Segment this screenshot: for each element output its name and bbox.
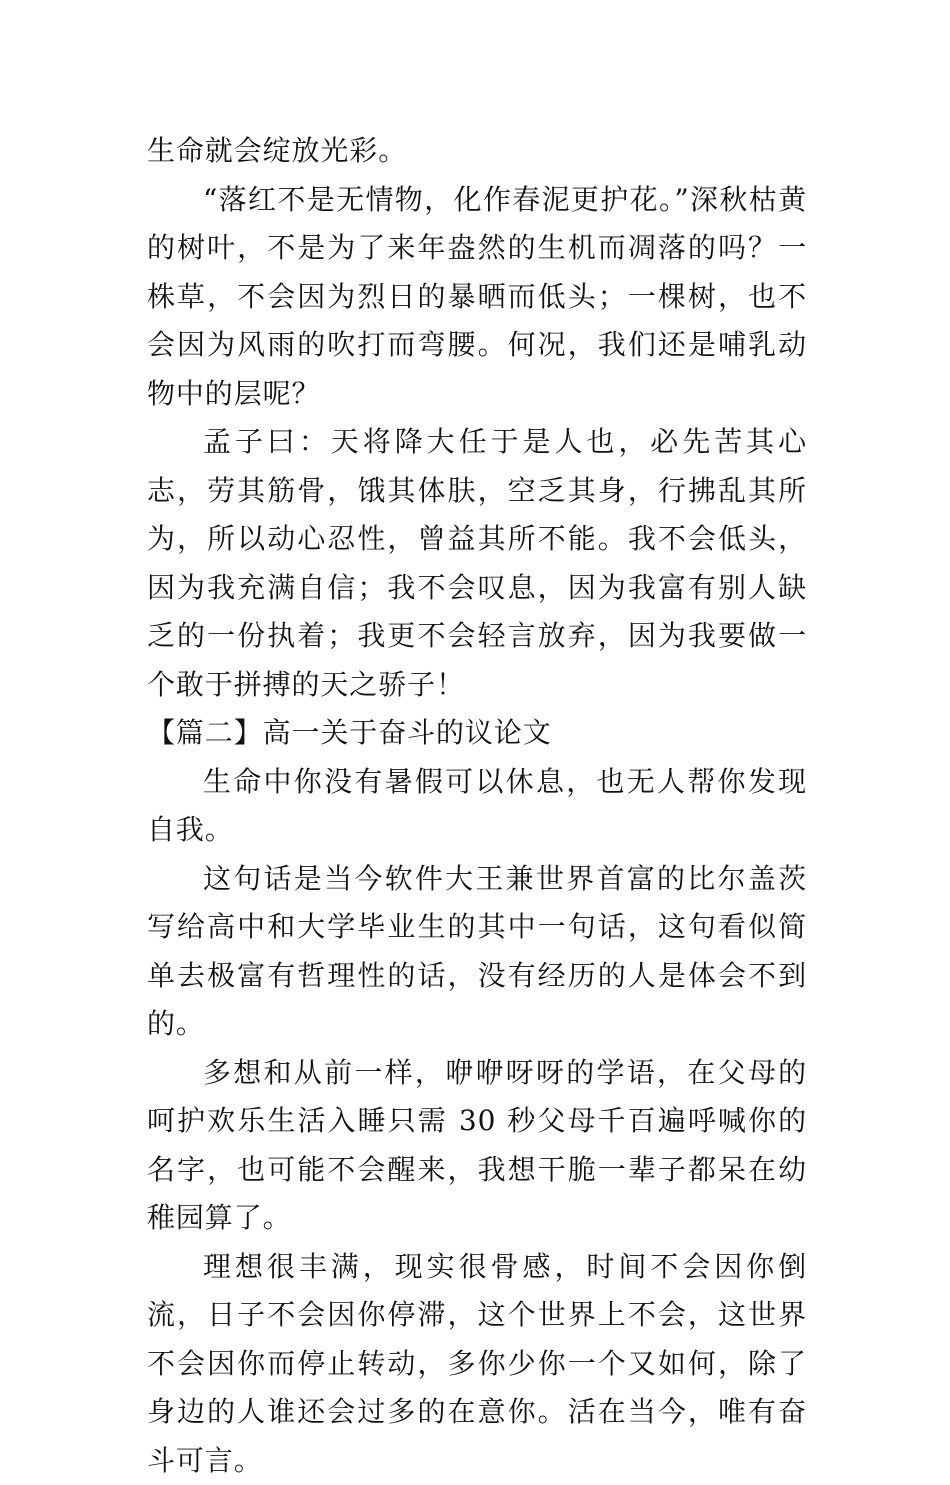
paragraph-mencius: 孟子曰：天将降大任于是人也，必先苦其心志，劳其筋骨，饿其体肤，空乏其身，行拂乱其所为，所以动心忍性，曾益其所不能。我不会低头，因为我充满自信；我不会叹息，因为我富有别人缺乏的一份执着；我更不会轻言放弃，因为我要做一个敢于拼搏的天之骄子！ xyxy=(147,418,807,709)
paragraph-bill-gates: 这句话是当今软件大王兼世界首富的比尔盖茨写给高中和大学毕业生的其中一句话，这句看似简单去极富有哲理性的话，没有经历的人是体会不到的。 xyxy=(147,855,807,1049)
section-heading: 【篇二】高一关于奋斗的议论文 xyxy=(147,709,807,758)
paragraph-quote: 生命中你没有暑假可以休息，也无人帮你发现自我。 xyxy=(147,758,807,855)
paragraph-falling-petals: “落红不是无情物，化作春泥更护花。”深秋枯黄的树叶，不是为了来年盎然的生机而凋落的吗？一株草，不会因为烈日的暴晒而低头；一棵树，也不会因为风雨的吹打而弯腰。何况，我们还是哺乳动物中的层呢？ xyxy=(147,176,807,419)
paragraph-childhood: 多想和从前一样，咿咿呀呀的学语，在父母的呵护欢乐生活入睡只需 30 秒父母千百遍呼喊你的名字，也可能不会醒来，我想干脆一辈子都呆在幼稚园算了。 xyxy=(147,1049,807,1243)
paragraph-continuation: 生命就会绽放光彩。 xyxy=(147,127,807,176)
paragraph-reality: 理想很丰满，现实很骨感，时间不会因你倒流，日子不会因你停滞，这个世界上不会，这世界不会因你而停止转动，多你少你一个又如何，除了身边的人谁还会过多的在意你。活在当今，唯有奋斗可言。 xyxy=(147,1243,807,1485)
document-body xyxy=(147,127,807,1485)
